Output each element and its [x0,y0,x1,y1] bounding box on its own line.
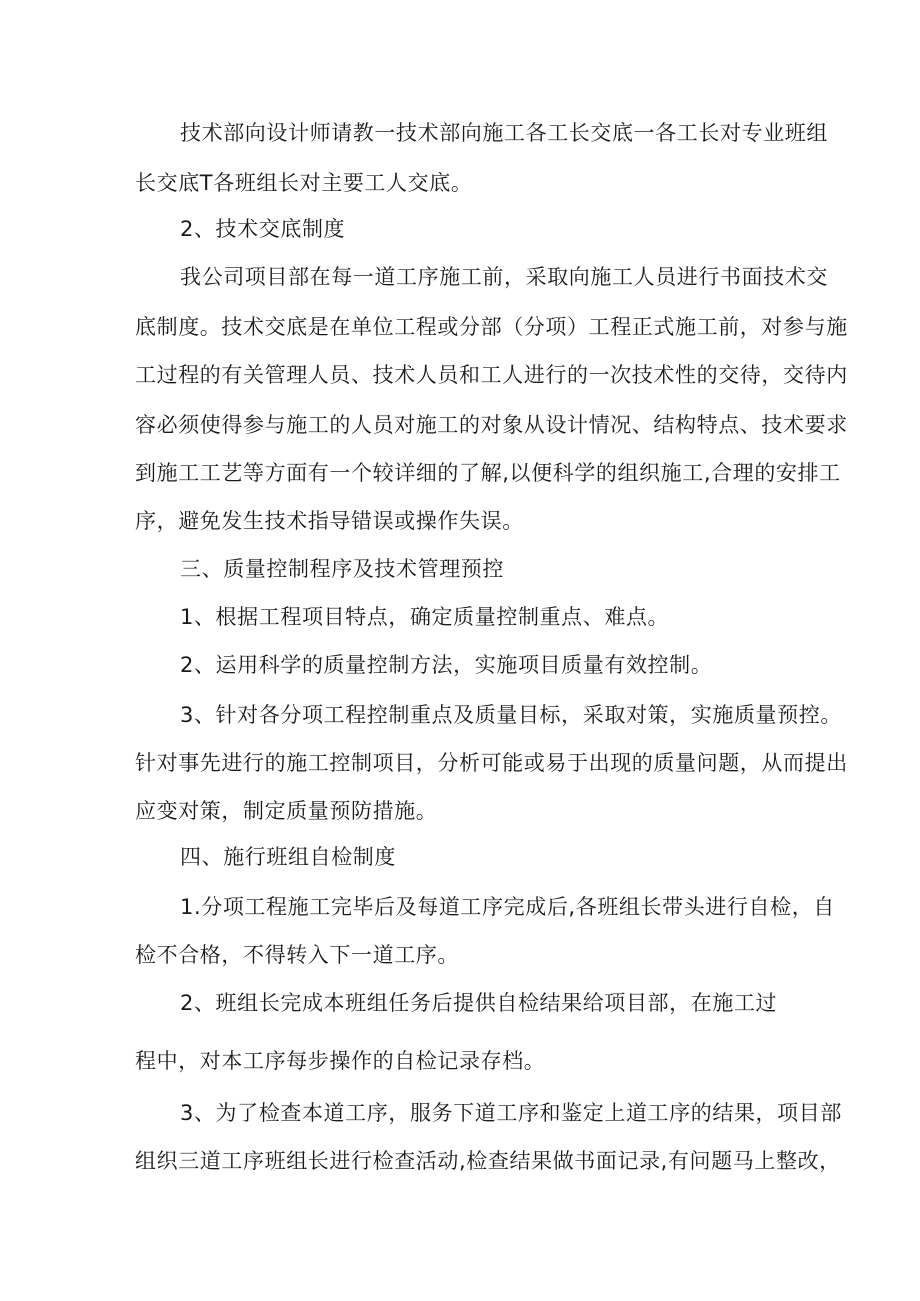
section-heading: 四、施行班组自检制度 [180,845,396,869]
list-item: 2、运用科学的质量控制方法，实施项目质量有效控制。 [180,653,713,677]
list-item: 2、班组长完成本班组任务后提供自检结果给项目部，在施工过 [180,991,778,1015]
text-line: 技术部向设计师请教一技术部向施工各工长交底一各工长对专业班组 [180,121,828,145]
text-line: 长交底T各班组长对主要工人交底。 [135,171,473,195]
list-item: 1.分项工程施工完毕后及每道工序完成后,各班组长带头进行自检，自 [180,895,835,919]
text-line: 容必须使得参与施工的人员对施工的对象从设计情况、结构特点、技术要求 [135,413,848,437]
list-item: 1、根据工程项目特点，确定质量控制重点、难点。 [180,605,670,629]
text-line: 底制度。技术交底是在单位工程或分部（分项）工程正式施工前，对参与施 [135,315,848,339]
section-heading: 三、质量控制程序及技术管理预控 [180,557,504,581]
text-line: 程中，对本工序每步操作的自检记录存档。 [135,1049,546,1073]
text-line: 序，避免发生技术指导错误或操作失误。 [135,509,524,533]
list-item: 3、针对各分项工程控制重点及质量目标，采取对策，实施质量预控。 [180,703,842,727]
text-line: 组织三道工序班组长进行检查活动,检查结果做书面记录,有问题马上整改， [135,1149,841,1173]
list-item: 3、为了检查本道工序，服务下道工序和鉴定上道工序的结果，项目部 [180,1101,842,1125]
text-line: 我公司项目部在每一道工序施工前，采取向施工人员进行书面技术交 [180,265,828,289]
text-line: 检不合格，不得转入下一道工序。 [135,943,459,967]
text-line: 针对事先进行的施工控制项目，分析可能或易于出现的质量问题，从而提出 [135,751,848,775]
text-line: 应变对策，制定质量预防措施。 [135,799,438,823]
text-line: 到施工工艺等方面有一个较详细的了解,以便科学的组织施工,合理的安排工 [135,461,841,485]
text-line: 工过程的有关管理人员、技术人员和工人进行的一次技术性的交待，交待内 [135,363,848,387]
section-heading: 2、技术交底制度 [180,217,346,241]
